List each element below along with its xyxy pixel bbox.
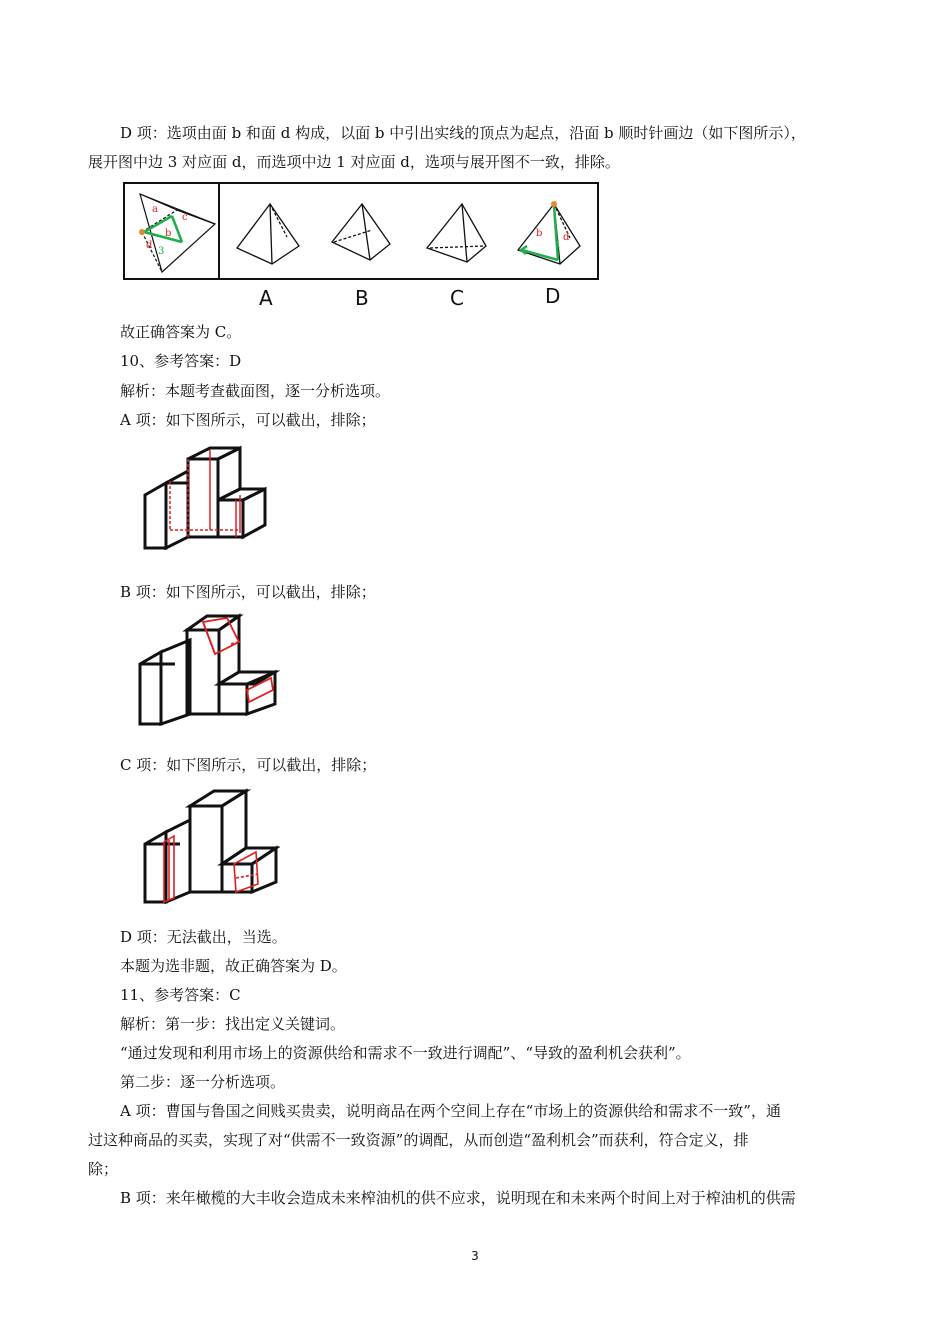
start-vertex-dot bbox=[139, 229, 145, 235]
text-line: 第二步：逐一分析选项。 bbox=[120, 1073, 286, 1091]
option-label-b: B bbox=[355, 286, 369, 310]
text-line: 故正确答案为 C。 bbox=[120, 323, 242, 341]
option-d-label-b: b bbox=[536, 228, 543, 239]
text-line: B 项：来年橄榄的大丰收会造成未来榨油机的供不应求，说明现在和未来两个时间上对于榨油机的供需 bbox=[120, 1189, 796, 1207]
text-line: 展开图中边 3 对应面 d，而选项中边 1 对应面 d，选项与展开图不一致，排除。 bbox=[88, 153, 620, 171]
text-line: C 项：如下图所示，可以截出，排除； bbox=[120, 756, 377, 774]
face-label-d: d bbox=[146, 240, 153, 251]
option-a-pyramid bbox=[237, 204, 299, 264]
text-line: 过这种商品的买卖，实现了对“供需不一致资源”的调配，从而创造“盈利机会”而获利，符合定义，排 bbox=[88, 1131, 749, 1149]
page-number: 3 bbox=[471, 1249, 479, 1263]
text-line: A 项：如下图所示，可以截出，排除； bbox=[120, 411, 376, 429]
solid-b-figure bbox=[135, 612, 285, 730]
solid-c-figure bbox=[140, 786, 280, 906]
text-line: 11、参考答案：C bbox=[120, 986, 241, 1004]
option-label-d: D bbox=[545, 284, 561, 308]
option-d-pyramid bbox=[518, 204, 580, 264]
text-line: “通过发现和利用市场上的资源供给和需求不一致进行调配”、“导致的盈利机会获利”。 bbox=[120, 1044, 691, 1062]
text-line: 10、参考答案：D bbox=[120, 352, 242, 370]
solid-a-figure bbox=[140, 445, 270, 555]
text-line: D 项：无法截出，当选。 bbox=[120, 928, 287, 946]
text-line: 解析：第一步：找出定义关键词。 bbox=[120, 1015, 346, 1033]
edge-label-3: 3 bbox=[158, 246, 165, 257]
green-marking bbox=[144, 216, 182, 242]
face-label-a: a bbox=[152, 204, 158, 215]
text-line: D 项：选项由面 b 和面 d 构成，以面 b 中引出实线的顶点为起点，沿面 b 顺时针画边（如下图所示）， bbox=[120, 124, 806, 142]
text-line: 本题为选非题，故正确答案为 D。 bbox=[120, 957, 347, 975]
text-line: 解析：本题考查截面图，逐一分析选项。 bbox=[120, 382, 391, 400]
option-c-pyramid bbox=[427, 204, 486, 262]
face-label-b: b bbox=[165, 228, 172, 239]
option-b-pyramid bbox=[332, 204, 390, 260]
text-line: 除； bbox=[88, 1160, 119, 1178]
option-d-label-1: 1 bbox=[555, 240, 562, 251]
option-label-c: C bbox=[450, 286, 464, 310]
text-line: A 项：曹国与鲁国之间贱买贵卖，说明商品在两个空间上存在“市场上的资源供给和需求不一致”，通 bbox=[120, 1102, 781, 1120]
option-d-vertex-dot bbox=[551, 201, 557, 207]
text-line: B 项：如下图所示，可以截出，排除； bbox=[120, 583, 376, 601]
face-label-c: c bbox=[182, 212, 188, 223]
option-d-label-d: d bbox=[563, 232, 570, 243]
option-label-a: A bbox=[259, 286, 273, 310]
